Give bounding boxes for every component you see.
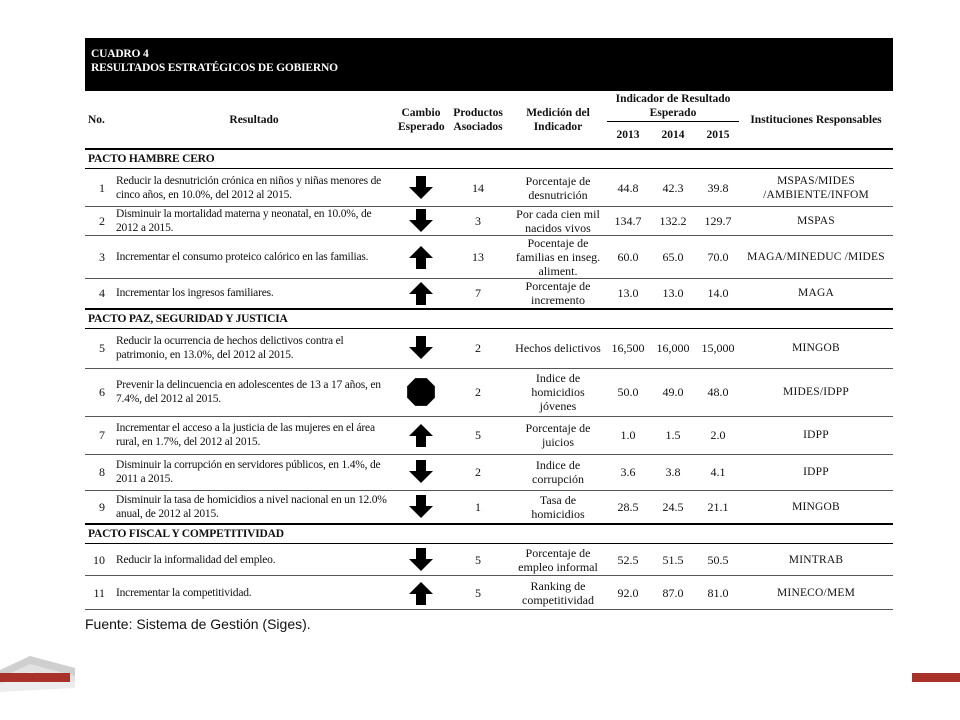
products-cell: 5 <box>447 416 509 454</box>
products-cell: 3 <box>447 207 509 236</box>
header-year-2015: 2015 <box>697 122 739 150</box>
arrow-up-icon <box>408 280 434 306</box>
products-cell: 5 <box>447 576 509 610</box>
change-cell <box>395 490 447 524</box>
table-title <box>85 38 893 91</box>
arrow-down-icon <box>408 547 434 573</box>
result-cell: Prevenir la delincuencia en adolescentes de 13 a 17 años, en 7.4%, del 2012 al 2015. <box>113 368 395 416</box>
arrow-down-icon <box>408 175 434 201</box>
measurement-cell: Porcentaje de incremento <box>509 279 607 309</box>
table-row <box>85 454 893 490</box>
table-title-line2: RESULTADOS ESTRATÉGICOS DE GOBIERNO <box>91 62 338 74</box>
measurement-cell: Indice de corrupción <box>509 454 607 490</box>
header-instituciones: Instituciones Responsables <box>739 91 893 149</box>
row-number: 2 <box>85 207 113 236</box>
result-cell: Reducir la ocurrencia de hechos delictivos contra el patrimonio, en 13.0%, del 2012 al 2015. <box>113 328 395 368</box>
change-cell <box>395 544 447 576</box>
header-year-2014: 2014 <box>649 122 697 150</box>
institutions-cell: MIDES/IDPP <box>739 368 893 416</box>
section-row <box>85 524 893 544</box>
row-number: 11 <box>85 576 113 610</box>
change-cell <box>395 236 447 279</box>
value-2015-cell: 129.7 <box>697 207 739 236</box>
header-cambio: Cambio Esperado <box>395 91 447 149</box>
measurement-cell: Por cada cien mil nacidos vivos <box>509 207 607 236</box>
value-2013-cell: 44.8 <box>607 169 649 207</box>
institutions-cell: IDPP <box>739 454 893 490</box>
value-2014-cell: 13.0 <box>649 279 697 309</box>
result-cell: Incrementar los ingresos familiares. <box>113 279 395 309</box>
result-cell: Disminuir la mortalidad materna y neonatal, en 10.0%, de 2012 a 2015. <box>113 207 395 236</box>
measurement-cell: Ranking de competitividad <box>509 576 607 610</box>
section-row <box>85 149 893 169</box>
products-cell: 7 <box>447 279 509 309</box>
value-2014-cell: 49.0 <box>649 368 697 416</box>
table-row <box>85 236 893 279</box>
arrow-up-icon <box>408 580 434 606</box>
change-cell <box>395 416 447 454</box>
institutions-cell: MINGOB <box>739 328 893 368</box>
stop-octagon-icon <box>406 377 436 407</box>
value-2014-cell: 51.5 <box>649 544 697 576</box>
row-number: 4 <box>85 279 113 309</box>
value-2015-cell: 2.0 <box>697 416 739 454</box>
arrow-down-icon <box>408 494 434 520</box>
institutions-cell: IDPP <box>739 416 893 454</box>
value-2015-cell: 15,000 <box>697 328 739 368</box>
accent-bar-left <box>0 673 70 682</box>
row-number: 5 <box>85 328 113 368</box>
measurement-cell: Hechos delictivos <box>509 328 607 368</box>
accent-bar-right <box>912 673 960 682</box>
row-number: 1 <box>85 169 113 207</box>
measurement-cell: Porcentaje de juicios <box>509 416 607 454</box>
section-title: PACTO FISCAL Y COMPETITIVIDAD <box>85 524 893 544</box>
table-row <box>85 544 893 576</box>
change-cell <box>395 576 447 610</box>
header-no: No. <box>85 91 113 149</box>
products-cell: 5 <box>447 544 509 576</box>
value-2014-cell: 1.5 <box>649 416 697 454</box>
row-number: 10 <box>85 544 113 576</box>
institutions-cell: MINGOB <box>739 490 893 524</box>
table-row <box>85 490 893 524</box>
result-cell: Incrementar la competitividad. <box>113 576 395 610</box>
measurement-cell: Tasa de homicidios <box>509 490 607 524</box>
change-cell <box>395 368 447 416</box>
arrow-up-icon <box>408 244 434 270</box>
institutions-cell: MSPAS <box>739 207 893 236</box>
change-cell <box>395 454 447 490</box>
products-cell: 2 <box>447 328 509 368</box>
value-2013-cell: 134.7 <box>607 207 649 236</box>
change-cell <box>395 279 447 309</box>
section-row <box>85 309 893 329</box>
value-2014-cell: 24.5 <box>649 490 697 524</box>
value-2014-cell: 16,000 <box>649 328 697 368</box>
value-2013-cell: 3.6 <box>607 454 649 490</box>
value-2014-cell: 42.3 <box>649 169 697 207</box>
value-2015-cell: 14.0 <box>697 279 739 309</box>
result-cell: Incrementar el acceso a la justicia de las mujeres en el área rural, en 1.7%, del 2012 al 2015. <box>113 416 395 454</box>
results-table-figure <box>85 38 893 632</box>
measurement-cell: Porcentaje de desnutrición <box>509 169 607 207</box>
arrow-down-icon <box>408 208 434 234</box>
result-cell: Disminuir la tasa de homicidios a nivel nacional en un 12.0% anual, de 2012 al 2015. <box>113 490 395 524</box>
row-number: 8 <box>85 454 113 490</box>
table-row <box>85 279 893 309</box>
value-2015-cell: 4.1 <box>697 454 739 490</box>
value-2013-cell: 28.5 <box>607 490 649 524</box>
result-cell: Incrementar el consumo proteico calórico en las familias. <box>113 236 395 279</box>
table-row <box>85 416 893 454</box>
arrow-up-icon <box>408 422 434 448</box>
result-cell: Reducir la desnutrición crónica en niños y niñas menores de cinco años, en 10.0%, del 2012 al 2015. <box>113 169 395 207</box>
value-2013-cell: 1.0 <box>607 416 649 454</box>
value-2014-cell: 132.2 <box>649 207 697 236</box>
value-2015-cell: 70.0 <box>697 236 739 279</box>
value-2014-cell: 3.8 <box>649 454 697 490</box>
change-cell <box>395 328 447 368</box>
products-cell: 13 <box>447 236 509 279</box>
value-2015-cell: 48.0 <box>697 368 739 416</box>
results-table-body <box>85 149 893 610</box>
row-number: 3 <box>85 236 113 279</box>
value-2015-cell: 81.0 <box>697 576 739 610</box>
table-row <box>85 328 893 368</box>
institutions-cell: MSPAS/MIDES /AMBIENTE/INFOM <box>739 169 893 207</box>
value-2013-cell: 50.0 <box>607 368 649 416</box>
value-2013-cell: 13.0 <box>607 279 649 309</box>
table-row <box>85 576 893 610</box>
table-row <box>85 207 893 236</box>
arrow-down-icon <box>408 459 434 485</box>
value-2014-cell: 87.0 <box>649 576 697 610</box>
measurement-cell: Indice de homicidios jóvenes <box>509 368 607 416</box>
change-cell <box>395 207 447 236</box>
measurement-cell: Porcentaje de empleo informal <box>509 544 607 576</box>
table-row <box>85 368 893 416</box>
header-year-2013: 2013 <box>607 122 649 150</box>
products-cell: 2 <box>447 368 509 416</box>
value-2013-cell: 52.5 <box>607 544 649 576</box>
header-indicador: Indicador de Resultado Esperado <box>607 91 739 122</box>
change-cell <box>395 169 447 207</box>
section-title: PACTO HAMBRE CERO <box>85 149 893 169</box>
products-cell: 1 <box>447 490 509 524</box>
row-number: 9 <box>85 490 113 524</box>
header-medicion: Medición del Indicador <box>509 91 607 149</box>
result-cell: Reducir la informalidad del empleo. <box>113 544 395 576</box>
measurement-cell: Pocentaje de familias en inseg. aliment. <box>509 236 607 279</box>
value-2013-cell: 92.0 <box>607 576 649 610</box>
row-number: 6 <box>85 368 113 416</box>
institutions-cell: MAGA <box>739 279 893 309</box>
value-2013-cell: 60.0 <box>607 236 649 279</box>
section-title: PACTO PAZ, SEGURIDAD Y JUSTICIA <box>85 309 893 329</box>
header-productos: Productos Asociados <box>447 91 509 149</box>
institutions-cell: MINTRAB <box>739 544 893 576</box>
value-2015-cell: 21.1 <box>697 490 739 524</box>
row-number: 7 <box>85 416 113 454</box>
value-2015-cell: 39.8 <box>697 169 739 207</box>
products-cell: 2 <box>447 454 509 490</box>
header-resultado: Resultado <box>113 91 395 149</box>
institutions-cell: MINECO/MEM <box>739 576 893 610</box>
institutions-cell: MAGA/MINEDUC /MIDES <box>739 236 893 279</box>
results-table <box>85 91 893 610</box>
arrow-down-icon <box>408 335 434 361</box>
table-title-line1: CUADRO 4 <box>91 48 149 60</box>
value-2015-cell: 50.5 <box>697 544 739 576</box>
value-2013-cell: 16,500 <box>607 328 649 368</box>
value-2014-cell: 65.0 <box>649 236 697 279</box>
result-cell: Disminuir la corrupción en servidores públicos, en 1.4%, de 2011 a 2015. <box>113 454 395 490</box>
products-cell: 14 <box>447 169 509 207</box>
table-row <box>85 169 893 207</box>
source-note: Fuente: Sistema de Gestión (Siges). <box>85 616 311 632</box>
